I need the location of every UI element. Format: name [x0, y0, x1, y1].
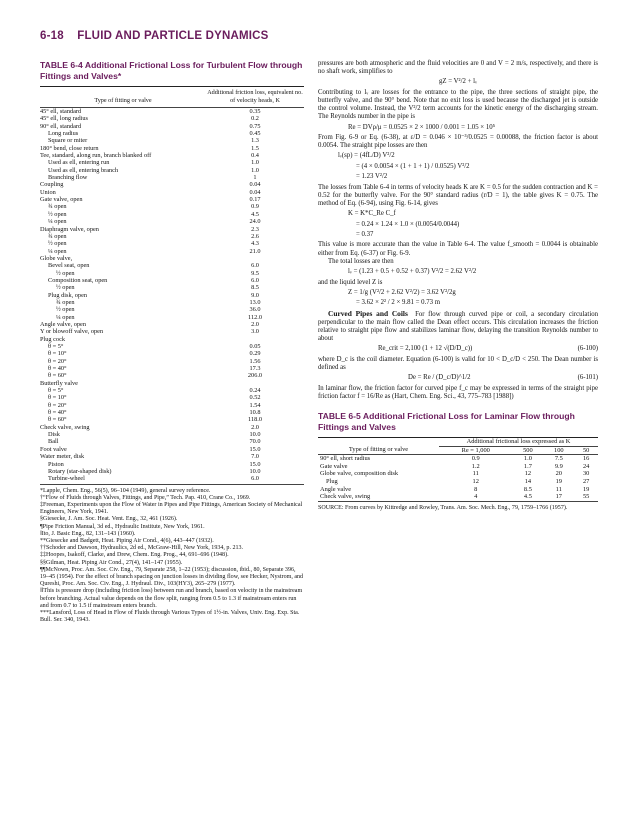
table-row: [318, 478, 598, 486]
page-number: 6-18: [40, 30, 64, 42]
table-row: [40, 394, 304, 401]
k-value: 36.0: [249, 306, 261, 314]
table-6-4-col1: Type of fitting or valve: [94, 97, 152, 104]
k-value: 13.0: [249, 298, 261, 306]
k-value: 21.0: [249, 247, 261, 255]
column-header: Re = 1,000: [461, 446, 490, 454]
k-value: 1.3: [251, 137, 259, 145]
equation-reynolds: Re = DVρ/μ = 0.0525 × 2 × 1000 / 0.001 = 1.05 × 10⁵: [348, 123, 496, 131]
k-value: [206, 255, 304, 262]
table-row: [40, 343, 304, 350]
table-row: [40, 402, 304, 409]
equation-6-100: Re_crit = 2,100 (1 + 12 √(D/D_c)) (6-100): [378, 345, 598, 353]
fitting-name: Globe valve, composition disk: [320, 470, 399, 478]
fitting-name: ½ open: [48, 210, 67, 218]
table-row: [40, 270, 304, 277]
k-value: 2.6: [251, 232, 259, 240]
k-value: 9.5: [251, 269, 259, 277]
k-value: 1.0: [251, 159, 259, 167]
table-row: [40, 431, 304, 438]
fitting-name: Long radius: [48, 130, 79, 138]
fitting-name: Plug: [326, 477, 338, 485]
equation: lᵥ(sp) = (4fL/D) V²/2: [338, 152, 395, 160]
footnote: §§Gilman, Heat. Piping Air Cond., 27(4), 141–147 (1955).: [40, 559, 183, 566]
fitting-name: Gate valve, open: [40, 196, 83, 204]
table-6-5: [318, 438, 598, 501]
left-column: [40, 60, 304, 624]
footnote: ¶¶McNown, Proc. Am. Soc. Civ. Eng., 79, Separate 258, 1–22 (1953); discussion, ibid., 80, Separate 396, 19–45 (1954). For the effect of branch spacing on junction losses in dividing flow, see Hecker, Nystrom, and Qureshi, Proc. Am. Soc. Civ. Eng., J. Hydraul. Div., 103(HY3), 265–279 (1977).: [40, 566, 304, 588]
table-row: [40, 314, 304, 321]
fitting-name: Water meter, disk: [40, 453, 85, 461]
k-value: 0.05: [249, 343, 261, 350]
k-value: 1.56: [249, 357, 261, 365]
k-value: 24.0: [249, 218, 261, 226]
paragraph: and the liquid level Z is: [318, 278, 383, 286]
k-value: 8.5: [251, 284, 259, 292]
fitting-name: Plug disk, open: [48, 291, 88, 299]
fitting-name: Check valve, swing: [40, 423, 90, 431]
paragraph: The losses from Table 6-4 in terms of velocity heads K are K = 0.5 for the sudden contraction and K = 0.52 for the butterfly valve. For the 90° standard radius (r/D = 1), the table gives K = 0.75. The method of Eq. (6-94), using Fig. 6-14, gives: [318, 183, 598, 208]
table-row: [40, 380, 304, 387]
k-value: 17.3: [249, 365, 261, 373]
table-6-5-caption: TABLE 6-5 Additional Frictional Loss for Laminar Flow through Fittings and Valves: [318, 410, 575, 432]
table-row: [40, 328, 304, 335]
paragraph: In laminar flow, the friction factor for curved pipe f_c may be expressed in terms of the straight pipe friction factor f = 16/Re as (Hart, Chem. Eng. Sci., 43, 775–783 [1988]): [318, 384, 598, 400]
k-value: 19: [582, 485, 590, 493]
fitting-name: ½ open: [48, 240, 67, 248]
k-value: 1.5: [251, 144, 259, 152]
fitting-name: Y or blowoff valve, open: [40, 328, 104, 336]
fitting-name: ¾ open: [48, 203, 67, 211]
equation: = 0.37: [356, 231, 374, 239]
table-row: [318, 470, 598, 478]
table-row: [40, 167, 304, 174]
fitting-name: ¼ open: [56, 313, 75, 321]
k-value: 0.29: [249, 350, 261, 358]
fitting-name: ½ open: [56, 269, 75, 277]
k-value: 0.4: [251, 152, 259, 160]
equation: lᵥ = (1.23 + 0.5 + 0.52 + 0.37) V²/2 = 2.62 V²/2: [348, 268, 477, 276]
equation: = 3.62 × 2² / 2 × 9.81 = 0.73 m: [356, 299, 441, 307]
equation: = 1.23 V²/2: [356, 173, 388, 181]
fitting-name: Tee, standard, along run, branch blanked off: [40, 152, 152, 160]
fitting-name: ½ open: [56, 284, 75, 292]
k-value: 20: [555, 470, 562, 478]
footnote: §Giesecke, J. Am. Soc. Heat. Vent. Eng., 32, 461 (1926).: [40, 516, 178, 523]
fitting-name: Disk: [48, 431, 60, 439]
table-row: [40, 453, 304, 460]
k-value: 112.0: [248, 313, 262, 321]
k-value: 9.9: [554, 462, 563, 470]
footnote: ¶Pipe Friction Manual, 3d ed., Hydraulic Institute, New York, 1961.: [40, 523, 205, 530]
footnote: ‖‖This is pressure drop (including friction loss) between run and branch, based on velocity in the mainstream before branching. Actual value depends on the flow split, ranging from 0.5 to 1.3 if mainstream enters run and from 0.7 to 1.5 if mainstream enters branch.: [40, 588, 303, 609]
k-value: 30: [582, 470, 590, 478]
table-row: [40, 123, 304, 130]
fitting-name: ½ open: [56, 306, 75, 314]
table-row: [40, 372, 304, 379]
table-row: [40, 416, 304, 423]
table-row: [40, 446, 304, 453]
fitting-name: Foot valve: [40, 445, 67, 453]
fitting-name: 45° ell, standard: [40, 108, 82, 115]
fitting-name: Square or miter: [48, 137, 88, 145]
k-value: 1.0: [523, 455, 532, 463]
k-value: 19: [555, 477, 562, 485]
k-value: 1.0: [251, 166, 259, 174]
fitting-name: Check valve, swing: [320, 493, 371, 501]
k-value: 10.8: [249, 409, 261, 417]
k-value: 12: [524, 470, 532, 478]
footnote: ***Lansford, Loss of Head in Flow of Fluids through Various Types of 1½-in. Valves, Univ. Eng. Exp. Sta. Bull. Ser. 340, 1943.: [40, 609, 300, 624]
paragraph: where D_c is the coil diameter. Equation (6-100) is valid for 10 < D_c/D < 250. The Dean number is defined as: [318, 355, 598, 371]
table-row: [40, 299, 304, 306]
k-value: 1.2: [471, 462, 480, 470]
table-row: [318, 463, 598, 471]
k-value: 15.0: [249, 460, 261, 468]
paragraph: The total losses are then: [328, 257, 394, 265]
fitting-name: 90° ell, short radius: [320, 455, 371, 463]
table-row: [318, 486, 598, 494]
k-value: [206, 336, 304, 343]
table-row: [40, 248, 304, 255]
table-row: [40, 262, 304, 269]
k-value: 0.04: [249, 181, 261, 189]
equation-6-101: De = Re / (D_c/D)^1/2 (6-101): [408, 374, 598, 382]
k-value: 55: [582, 493, 590, 501]
k-value: 1.7: [523, 462, 532, 470]
fitting-name: ¾ open: [48, 232, 67, 240]
fitting-name: ¼ open: [48, 247, 67, 255]
k-value: 2.0: [251, 423, 259, 431]
footnote: ‡‡Hoopes, Isakoff, Clarke, and Drew, Chem. Eng. Prog., 44, 691–696 (1948).: [40, 552, 229, 559]
table-row: [40, 468, 304, 475]
fitting-name: θ = 10°: [48, 350, 67, 358]
footnote: ††Schoder and Dawson, Hydraulics, 2d ed., McGraw-Hill, New York, 1934, p. 213.: [40, 545, 244, 552]
table-row: [40, 387, 304, 394]
table-row: [40, 255, 304, 262]
table-row: [40, 475, 304, 482]
k-value: 27: [582, 477, 590, 485]
table-row: [40, 145, 304, 152]
k-value: 15.0: [249, 445, 261, 453]
k-value: 14: [524, 477, 532, 485]
table-row: [40, 159, 304, 166]
fitting-name: Composition seat, open: [48, 276, 108, 284]
k-value: 0.52: [249, 394, 261, 402]
subheading: Curved Pipes and Coils: [328, 308, 408, 318]
fitting-name: Gate valve: [320, 462, 348, 470]
fitting-name: θ = 60°: [48, 372, 67, 380]
fitting-name: Rotary (star-shaped disk): [48, 467, 112, 475]
k-value: 6.0: [251, 276, 259, 284]
table-6-4-body: [40, 108, 304, 483]
table-row: [40, 196, 304, 203]
k-value: [206, 380, 304, 387]
k-value: 8: [474, 485, 478, 493]
table-row: [40, 240, 304, 247]
k-value: 0.75: [249, 122, 261, 130]
fitting-name: Coupling: [40, 181, 64, 189]
fitting-name: θ = 5°: [48, 343, 64, 350]
table-row: [40, 189, 304, 196]
table-row: [40, 226, 304, 233]
footnote: **Giesecke and Badgett, Heat. Piping Air Cond., 4(6), 443–447 (1932).: [40, 537, 214, 544]
fitting-name: 45° ell, long radius: [40, 115, 88, 123]
table-row: [40, 115, 304, 122]
k-value: 11: [555, 485, 562, 493]
k-value: 4: [474, 493, 478, 501]
table-row: [40, 284, 304, 291]
table-row: [40, 218, 304, 225]
footnote: ‡Freeman, Experiments upon the Flow of Water in Pipes and Pipe Fittings, American Society of Mechanical Engineers, New York, 1941.: [40, 501, 303, 516]
page-header: [40, 30, 269, 42]
table-row: [40, 424, 304, 431]
k-value: 0.35: [249, 108, 261, 115]
equation: = 0.24 × 1.24 × 1.0 × (0.0054/0.0044): [356, 220, 460, 228]
fitting-name: Union: [40, 188, 56, 196]
k-value: 0.45: [249, 130, 261, 138]
k-value: 206.0: [247, 372, 263, 380]
k-value: 8.5: [523, 485, 532, 493]
k-value: 70.0: [249, 438, 261, 446]
table-row: [40, 277, 304, 284]
k-value: 6.0: [251, 262, 259, 270]
table-row: [40, 336, 304, 343]
k-value: 2.0: [251, 320, 259, 328]
fitting-name: Turbine-wheel: [48, 475, 85, 483]
table-row: [40, 438, 304, 445]
table-row: [40, 358, 304, 365]
k-value: 4.3: [251, 240, 259, 248]
k-value: 17: [555, 493, 562, 501]
fitting-name: Used as ell, entering run: [48, 159, 110, 167]
table-row: [40, 181, 304, 188]
fitting-name: Globe valve,: [40, 254, 73, 262]
k-value: 0.17: [249, 196, 261, 204]
fitting-name: 90° ell, standard: [40, 122, 82, 130]
k-value: 9.0: [251, 291, 259, 299]
fitting-name: ¼ open: [48, 218, 67, 226]
table-row: [40, 203, 304, 210]
equation: Z = 1/g (V²/2 + 2.62 V²/2) = 3.62 V²/2g: [348, 288, 456, 296]
fitting-name: Piston: [48, 460, 64, 468]
k-value: 1: [253, 174, 257, 182]
fitting-name: θ = 40°: [48, 365, 67, 373]
fitting-name: θ = 5°: [48, 387, 64, 395]
fitting-name: Angle valve: [320, 485, 352, 493]
k-value: 2.3: [251, 225, 259, 233]
fitting-name: θ = 20°: [48, 357, 67, 365]
table-row: [40, 321, 304, 328]
fitting-name: θ = 10°: [48, 394, 67, 402]
k-value: 3.0: [251, 328, 259, 336]
k-value: 4.5: [523, 493, 532, 501]
fitting-name: θ = 20°: [48, 401, 67, 409]
k-value: 0.9: [471, 455, 480, 463]
table-6-4-header: [40, 87, 304, 107]
paragraph: From Fig. 6-9 or Eq. (6-38), at ε/D = 0.046 × 10⁻³/0.0525 = 0.00088, the friction factor is about 0.0054. The straight pipe losses are then: [318, 134, 598, 150]
fitting-name: Ball: [48, 438, 59, 446]
k-value: 0.24: [249, 387, 261, 395]
equation: = (4 × 0.0054 × (1 + 1 + 1) / 0.0525) V²/2: [356, 162, 470, 170]
footnote: †“Flow of Fluids through Valves, Fittings, and Pipe,” Tech. Pap. 410, Crane Co., 1969.: [40, 494, 251, 501]
table-6-5-source: SOURCE: From curves by Kittredge and Rowley, Trans. Am. Soc. Mech. Eng., 79, 1759–1766 (1957).: [318, 504, 568, 511]
equation: K = K*C_Re C_f: [348, 210, 396, 218]
fitting-name: Diaphragm valve, open: [40, 225, 99, 233]
fitting-name: 180° bend, close return: [40, 144, 99, 152]
footnote: *Lapple, Chem. Eng., 56(5), 96–104 (1949), general survey reference.: [40, 487, 211, 494]
table-row: [40, 152, 304, 159]
table-row: [40, 137, 304, 144]
column-header: Type of fitting or valve: [348, 446, 409, 454]
k-value: 6.0: [251, 475, 259, 483]
fitting-name: ¾ open: [56, 298, 75, 306]
table-row: [40, 350, 304, 357]
paragraph: Curved Pipes and Coils For flow through curved pipe or coil, a secondary circulation perpendicular to the main flow called the Dean effect occurs. This circulation increases the friction relative to straight pipe flow and stabilizes laminar flow, delaying the transition Reynolds number to about: [318, 308, 599, 343]
table-row: [40, 211, 304, 218]
paragraph: pressures are both atmospheric and the fluid velocities are 0 and V = 2 m/s, respectively, and there is no shaft work, simplifies to: [318, 60, 598, 76]
k-value: 10.0: [249, 431, 261, 439]
table-row: [40, 306, 304, 313]
k-value: 16: [582, 455, 590, 463]
right-column: [318, 60, 598, 512]
k-value: 0.2: [251, 115, 259, 123]
fitting-name: θ = 60°: [48, 416, 67, 424]
fitting-name: Bevel seat, open: [48, 262, 90, 270]
table-row: [40, 233, 304, 240]
k-value: 24: [582, 462, 590, 470]
column-header: 500: [523, 446, 533, 454]
fitting-name: θ = 40°: [48, 409, 67, 417]
table-6-4-footnotes: [40, 488, 304, 625]
table-row: [40, 108, 304, 115]
k-value: 10.0: [249, 467, 261, 475]
fitting-name: Butterfly valve: [40, 379, 78, 387]
table-row: [318, 493, 598, 501]
table-6-4-caption: TABLE 6-4 Additional Frictional Loss for Turbulent Flow through Fittings and Valves*: [40, 60, 303, 81]
k-value: 118.0: [248, 416, 262, 424]
fitting-name: Angle valve, open: [40, 320, 86, 328]
chapter-title: FLUID AND PARTICLE DYNAMICS: [77, 30, 269, 42]
k-value: 4.5: [251, 210, 259, 218]
equation: gZ = V²/2 + lᵥ: [438, 78, 477, 86]
table-row: [40, 409, 304, 416]
table-row: [40, 292, 304, 299]
paragraph: Contributing to lᵥ are losses for the entrance to the pipe, the three sections of straight pipe, the butterfly valve, and the 90° bend. Note that no exit loss is used because the discharged jet is outside the control volume. Instead, the V²/2 term accounts for the kinetic energy of the discharging stream. The Reynolds number in the pipe is: [318, 88, 598, 121]
table-row: [40, 365, 304, 372]
fitting-name: Plug cock: [40, 335, 66, 343]
k-value: 1.54: [249, 401, 261, 409]
table-row: [40, 130, 304, 137]
column-header: 100: [554, 446, 564, 454]
table-row: [40, 461, 304, 468]
paragraph: This value is more accurate than the value in Table 6-4. The value f_smooth = 0.0044 is obtainable either from Eq. (6-37) or Fig. 6-9.: [318, 241, 598, 257]
table-6-5-col-group: Additional frictional loss expressed as K: [439, 438, 598, 446]
table-6-4-col2: Additional friction loss, equivalent no. of velocity heads, K: [207, 89, 303, 104]
k-value: 7.5: [554, 455, 563, 463]
k-value: 12: [472, 477, 479, 485]
k-value: 7.0: [251, 453, 259, 461]
k-value: 0.9: [251, 203, 259, 211]
fitting-name: Branching flow: [48, 174, 88, 182]
fitting-name: Used as ell, entering branch: [48, 166, 119, 174]
table-row: [40, 174, 304, 181]
k-value: 11: [472, 470, 479, 478]
column-header: 50: [582, 446, 590, 454]
footnote: ‖Ito, J. Basic Eng., 82, 131–143 (1960).: [40, 530, 136, 537]
table-row: [318, 455, 598, 463]
k-value: 0.04: [249, 188, 261, 196]
